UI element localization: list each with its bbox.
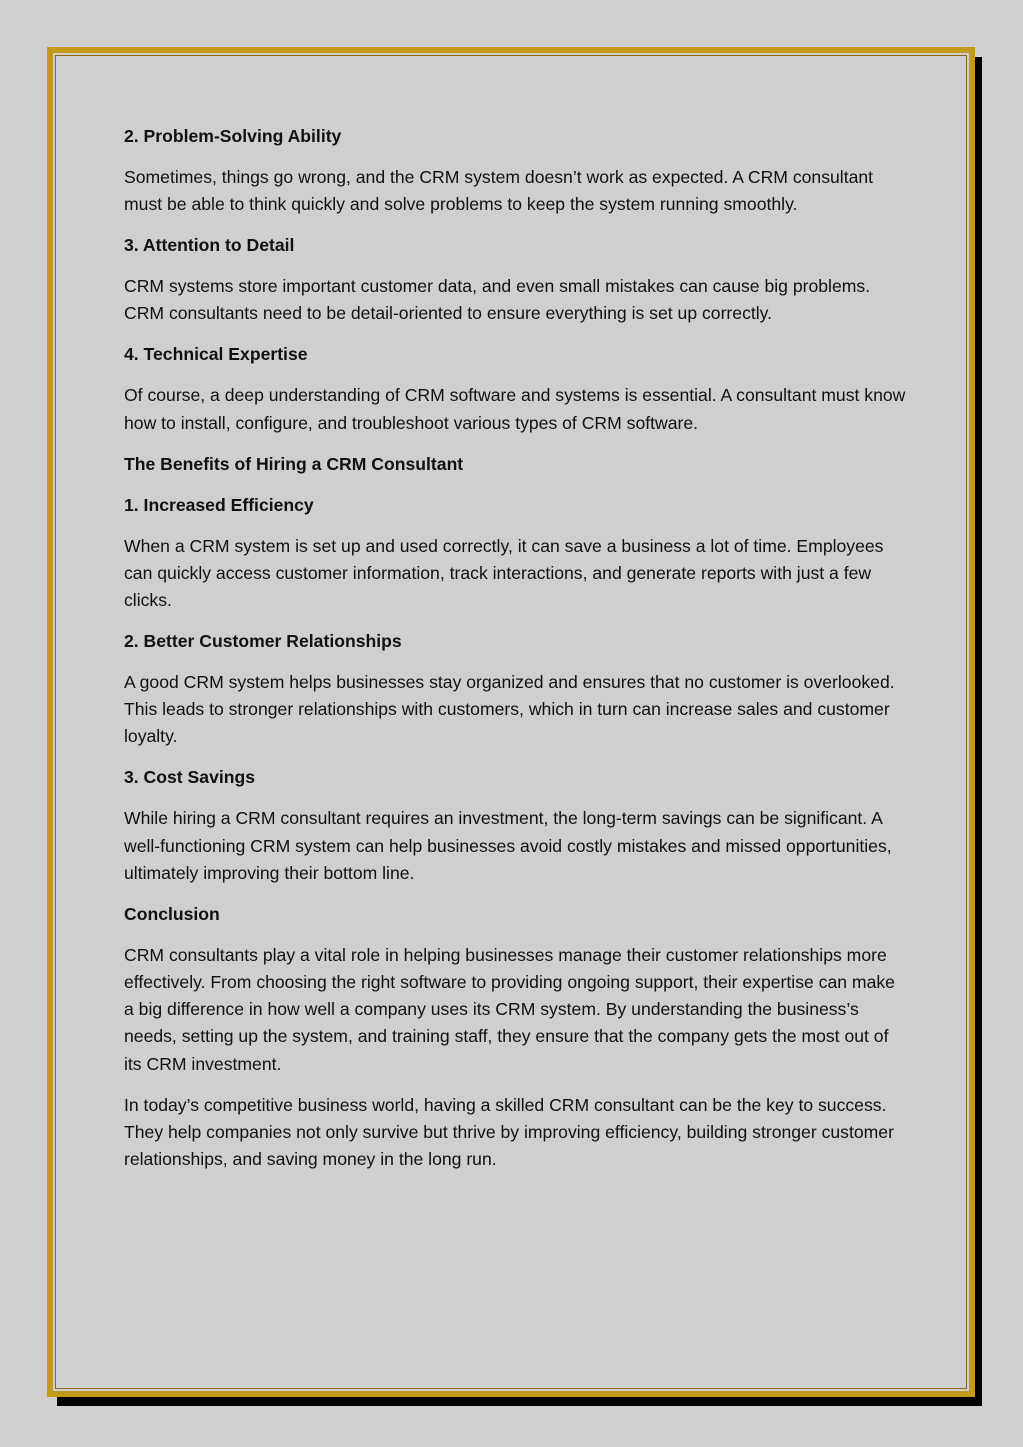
section-heading: The Benefits of Hiring a CRM Consultant xyxy=(124,453,464,474)
section-paragraph: When a CRM system is set up and used correctly, it can save a business a lot of time. Employees can quickly access customer information, track interactions, and generate reports with just a few clicks. xyxy=(124,535,884,611)
conclusion-heading: Conclusion xyxy=(124,903,220,924)
section-heading: 3. Attention to Detail xyxy=(124,235,295,256)
section-heading: 2. Problem-Solving Ability xyxy=(124,126,342,146)
section-paragraph: A good CRM system helps businesses stay organized and ensures that no customer is overlooked. This leads to stronger relationships with customers, which in turn can increase sales and customer loyalty. xyxy=(124,672,895,747)
section-heading: 3. Cost Savings xyxy=(124,767,256,788)
conclusion-paragraph: CRM consultants play a vital role in helping businesses manage their customer relationships more effectively. From choosing the right software to providing ongoing support, their expertise can make a big difference in how well a company uses its CRM system. By understanding the business’s needs, setting up the system, and training staff, they ensure that the company gets the most out of its CRM investment. xyxy=(124,944,895,1074)
section-paragraph: Of course, a deep understanding of CRM software and systems is essential. A consultant must know how to install, configure, and troubleshoot various types of CRM software. xyxy=(124,385,906,433)
section-paragraph: Sometimes, things go wrong, and the CRM system doesn’t work as expected. A CRM consultant must be able to think quickly and solve problems to keep the system running smoothly. xyxy=(124,167,874,215)
section-heading: 1. Increased Efficiency xyxy=(124,494,314,515)
section-heading: 2. Better Customer Relationships xyxy=(124,631,402,652)
document-body xyxy=(124,123,909,1187)
section-heading: 4. Technical Expertise xyxy=(124,344,308,365)
conclusion-paragraph: In today’s competitive business world, having a skilled CRM consultant can be the key to success. They help companies not only survive but thrive by improving efficiency, building stronger customer relationships, and saving money in the long run. xyxy=(124,1094,894,1170)
section-paragraph: While hiring a CRM consultant requires an investment, the long-term savings can be significant. A well-functioning CRM system can help businesses avoid costly mistakes and missed opportunities, ultimately improving their bottom line. xyxy=(124,808,892,883)
section-paragraph: CRM systems store important customer data, and even small mistakes can cause big problems. CRM consultants need to be detail-oriented to ensure everything is set up correctly. xyxy=(124,276,871,324)
